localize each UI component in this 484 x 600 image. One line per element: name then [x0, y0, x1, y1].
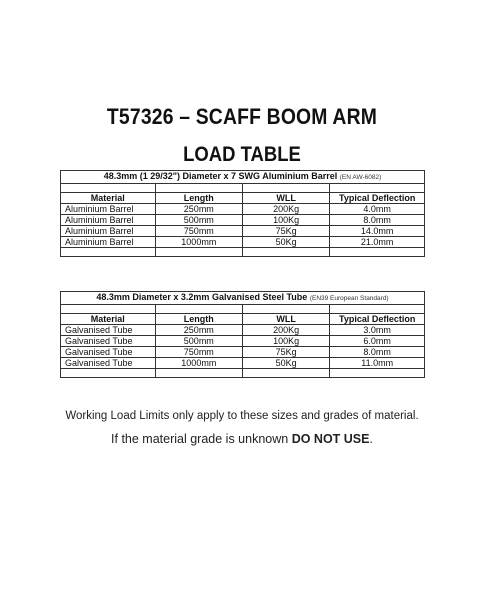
deflection-cell: 14.0mm: [330, 226, 425, 237]
length-cell: 250mm: [155, 325, 242, 336]
wll-cell: 100Kg: [242, 215, 329, 226]
table-row: [61, 215, 425, 226]
table-caption: [61, 171, 425, 184]
material-cell: Galvanised Tube: [61, 347, 156, 358]
deflection-cell: 3.0mm: [330, 325, 425, 336]
table-caption-text: 48.3mm Diameter x 3.2mm Galvanised Steel Tube: [96, 292, 308, 302]
table-standard: (EN39 European Standard): [309, 295, 389, 302]
column-header: WLL: [242, 193, 329, 204]
aluminium-load-table: [60, 170, 425, 257]
wll-cell: 200Kg: [242, 204, 329, 215]
table-row: [61, 226, 425, 237]
warning-suffix: .: [369, 432, 373, 446]
column-header: Material: [61, 193, 156, 204]
length-cell: 500mm: [155, 336, 242, 347]
wll-cell: 75Kg: [242, 226, 329, 237]
column-header: WLL: [242, 314, 329, 325]
deflection-cell: 8.0mm: [330, 215, 425, 226]
table-caption: [61, 292, 425, 305]
do-not-use-emphasis: DO NOT USE: [291, 432, 370, 446]
material-cell: Aluminium Barrel: [61, 226, 156, 237]
column-header: Length: [155, 193, 242, 204]
material-cell: Galvanised Tube: [61, 358, 156, 369]
deflection-cell: 6.0mm: [330, 336, 425, 347]
wll-note: Working Load Limits only apply to these sizes and grades of material.: [65, 410, 419, 422]
wll-cell: 75Kg: [242, 347, 329, 358]
wll-cell: 100Kg: [242, 336, 329, 347]
material-cell: Aluminium Barrel: [61, 215, 156, 226]
table-row: [61, 204, 425, 215]
document-subtitle: LOAD TABLE: [183, 143, 301, 166]
material-cell: Aluminium Barrel: [61, 204, 156, 215]
column-header: Length: [155, 314, 242, 325]
warning-text: If the material grade is unknown: [111, 432, 292, 446]
document-title: T57326 – SCAFF BOOM ARM: [106, 104, 378, 129]
length-cell: 500mm: [155, 215, 242, 226]
length-cell: 1000mm: [155, 237, 242, 248]
table-header-row: [61, 193, 425, 204]
length-cell: 1000mm: [155, 358, 242, 369]
length-cell: 750mm: [155, 347, 242, 358]
wll-cell: 50Kg: [242, 237, 329, 248]
table-row: [61, 358, 425, 369]
deflection-cell: 4.0mm: [330, 204, 425, 215]
table-row: [61, 237, 425, 248]
table-row: [61, 336, 425, 347]
deflection-cell: 21.0mm: [330, 237, 425, 248]
material-cell: Aluminium Barrel: [61, 237, 156, 248]
material-warning: [0, 432, 484, 446]
column-header: Typical Deflection: [330, 314, 425, 325]
column-header: Material: [61, 314, 156, 325]
table-caption-text: 48.3mm (1 29/32") Diameter x 7 SWG Aluminium Barrel: [103, 171, 338, 181]
table-standard: (EN AW-6082): [339, 174, 382, 181]
wll-cell: 200Kg: [242, 325, 329, 336]
deflection-cell: 11.0mm: [330, 358, 425, 369]
column-header: Typical Deflection: [330, 193, 425, 204]
material-cell: Galvanised Tube: [61, 325, 156, 336]
wll-cell: 50Kg: [242, 358, 329, 369]
deflection-cell: 8.0mm: [330, 347, 425, 358]
length-cell: 750mm: [155, 226, 242, 237]
length-cell: 250mm: [155, 204, 242, 215]
table-row: [61, 347, 425, 358]
table-header-row: [61, 314, 425, 325]
steel-load-table: [60, 291, 425, 378]
table-row: [61, 325, 425, 336]
material-cell: Galvanised Tube: [61, 336, 156, 347]
